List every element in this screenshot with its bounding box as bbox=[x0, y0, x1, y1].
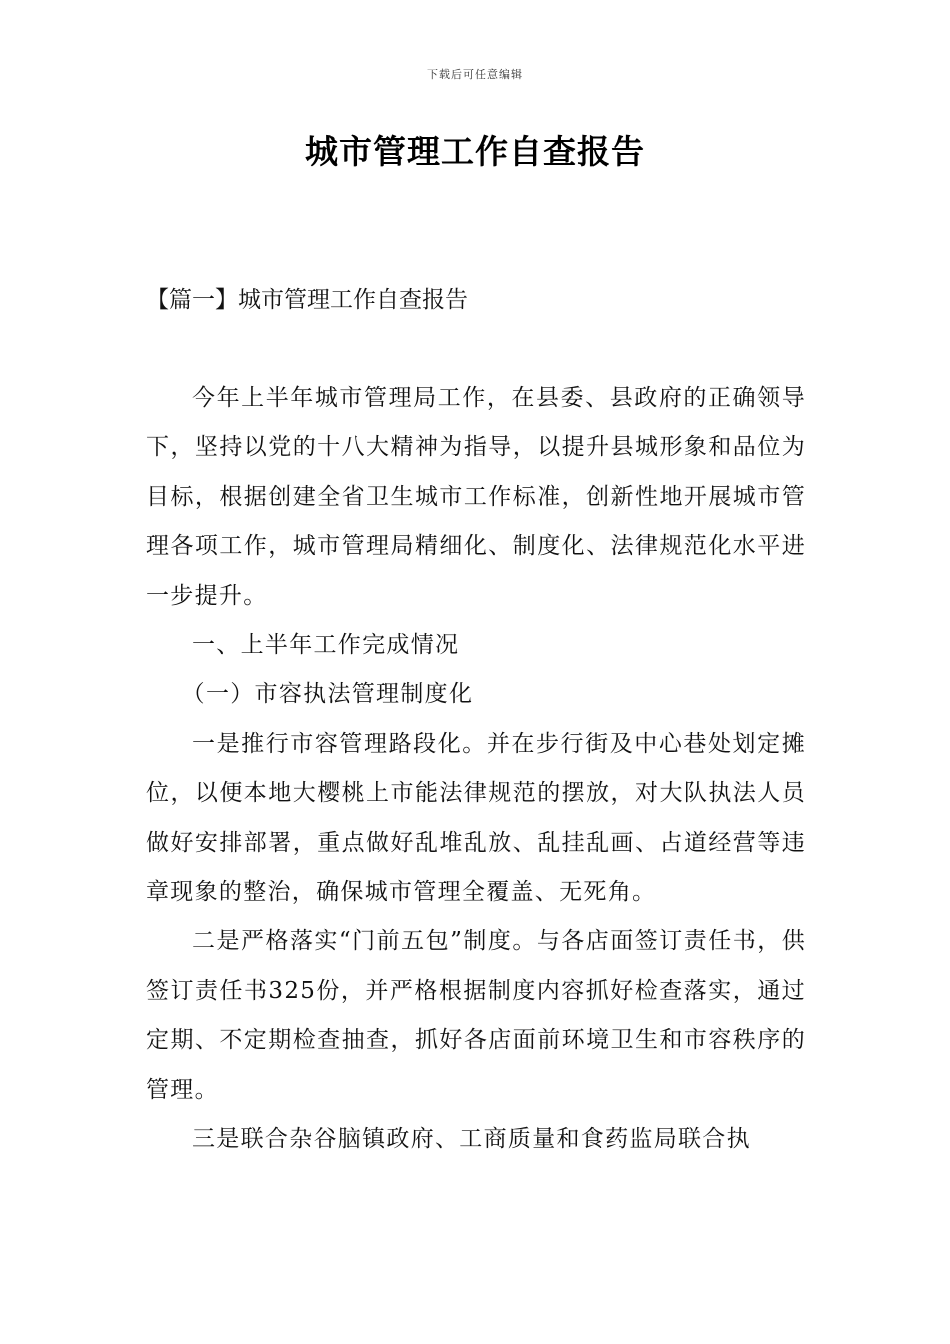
header-note: 下载后可任意编辑 bbox=[427, 68, 523, 81]
paragraph-item-three: 三是联合杂谷脑镇政府、工商质量和食药监局联合执 bbox=[192, 1126, 751, 1153]
paragraph-item-two: 二是严格落实“门前五包”制度。与各店面签订责任书，供签订责任书325份，并严格根据制度内容抓好检查落实，通过定期、不定期检查抽查，抓好各店面前环境卫生和市容秩序的管理。 bbox=[146, 928, 806, 1103]
document-body bbox=[146, 374, 806, 1165]
heading-work-completion: 一、上半年工作完成情况 bbox=[192, 632, 460, 659]
paragraph-intro: 今年上半年城市管理局工作，在县委、县政府的正确领导下，坚持以党的十八大精神为指导，以提升县城形象和品位为目标，根据创建全省卫生城市工作标准，创新性地开展城市管理各项工作，城市管理局精细化、制度化、法律规范化水平进一步提升。 bbox=[146, 385, 806, 609]
paragraph-item-one: 一是推行市容管理路段化。并在步行街及中心巷处划定摊位，以便本地大樱桃上市能法律规范的摆放，对大队执法人员做好安排部署，重点做好乱堆乱放、乱挂乱画、占道经营等违章现象的整治，确保城市管理全覆盖、无死角。 bbox=[146, 730, 806, 906]
document-title: 城市管理工作自查报告 bbox=[305, 132, 645, 171]
section-heading: 【篇一】城市管理工作自查报告 bbox=[146, 287, 468, 313]
subheading-city-appearance: （一）市容执法管理制度化 bbox=[181, 681, 474, 708]
